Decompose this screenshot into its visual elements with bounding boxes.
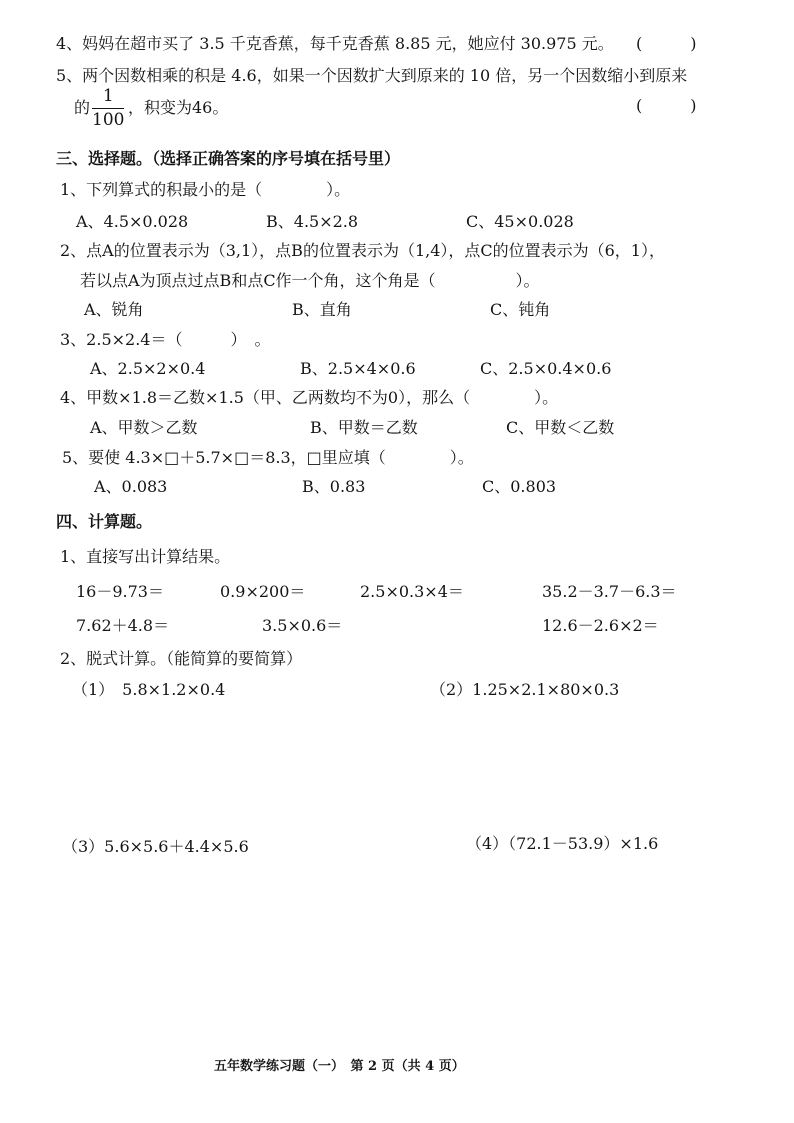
judge-q5-line1: 5、两个因数相乘的积是 4.6，如果一个因数扩大到原来的 10 倍，另一个因数缩小到原来 xyxy=(56,66,688,85)
judge-q5-pre: 的 xyxy=(74,98,91,117)
calc-r2-item2: 3.5×0.6＝ xyxy=(262,616,343,635)
choice-q2-line2: 若以点A为顶点过点B和点C作一个角，这个角是（ ）。 xyxy=(80,271,540,290)
choice-q1-option-b: B、4.5×2.8 xyxy=(266,212,359,231)
calc-r2-item3: 12.6－2.6×2＝ xyxy=(542,616,659,635)
calc-section-heading: 四、计算题。 xyxy=(56,512,153,531)
choice-section-heading: 三、选择题。（选择正确答案的序号填在括号里） xyxy=(56,149,401,168)
calc-problem-2: （2）1.25×2.1×80×0.3 xyxy=(430,680,620,699)
calc-r1-item3: 2.5×0.3×4＝ xyxy=(360,582,464,601)
calc-r1-item1: 16－9.73＝ xyxy=(76,582,164,601)
calc-problem-4: （4）（72.1－53.9）×1.6 xyxy=(466,834,659,853)
judge-q4-answer-paren: ( ) xyxy=(636,34,697,53)
choice-q2-line1: 2、点A的位置表示为（3,1），点B的位置表示为（1,4），点C的位置表示为（6，1）， xyxy=(60,241,665,260)
choice-q2-option-a: A、锐角 xyxy=(84,300,144,319)
choice-q5-option-c: C、0.803 xyxy=(482,477,557,496)
calc-problem-1: （1） 5.8×1.2×0.4 xyxy=(72,680,226,699)
choice-q1-stem: 1、下列算式的积最小的是（ ）。 xyxy=(60,180,351,199)
choice-q2-option-c: C、钝角 xyxy=(490,300,551,319)
choice-q1-option-c: C、45×0.028 xyxy=(466,212,574,231)
choice-q4-stem: 4、甲数×1.8＝乙数×1.5（甲、乙两数均不为0），那么（ ）。 xyxy=(60,388,559,407)
choice-q3-option-a: A、2.5×2×0.4 xyxy=(90,359,206,378)
calc-sub1-title: 1、直接写出计算结果。 xyxy=(60,547,231,566)
calc-problem-3: （3）5.6×5.6＋4.4×5.6 xyxy=(62,837,249,856)
choice-q2-option-b: B、直角 xyxy=(292,300,352,319)
choice-q4-option-a: A、甲数＞乙数 xyxy=(90,418,198,437)
calc-sub2-title: 2、脱式计算。（能简算的要简算） xyxy=(60,649,303,668)
choice-q4-option-c: C、甲数＜乙数 xyxy=(506,418,615,437)
calc-r2-item1: 7.62＋4.8＝ xyxy=(76,616,170,635)
choice-q5-stem: 5、要使 4.3×□＋5.7×□＝8.3，□里应填（ ）。 xyxy=(62,448,474,467)
judge-q4-text: 4、妈妈在超市买了 3.5 千克香蕉，每千克香蕉 8.85 元，她应付 30.975 元。 xyxy=(56,34,614,53)
fraction-numerator: 1 xyxy=(102,86,114,106)
choice-q4-option-b: B、甲数＝乙数 xyxy=(310,418,418,437)
choice-q3-stem: 3、2.5×2.4＝（ ） 。 xyxy=(60,330,271,349)
calc-r1-item2: 0.9×200＝ xyxy=(220,582,306,601)
page-footer: 五年数学练习题（一） 第 2 页（共 4 页） xyxy=(214,1059,465,1074)
fraction-bar xyxy=(92,108,124,109)
judge-q5-post: ，积变为46。 xyxy=(128,98,229,117)
choice-q1-option-a: A、4.5×0.028 xyxy=(76,212,189,231)
judge-q5-answer-paren: ( ) xyxy=(636,96,697,115)
judge-q5-fraction xyxy=(92,88,124,129)
choice-q5-option-a: A、0.083 xyxy=(94,477,168,496)
choice-q3-option-b: B、2.5×4×0.6 xyxy=(300,359,416,378)
choice-q3-option-c: C、2.5×0.4×0.6 xyxy=(480,359,612,378)
choice-q5-option-b: B、0.83 xyxy=(302,477,366,496)
fraction-denominator: 100 xyxy=(92,110,125,130)
calc-r1-item4: 35.2－3.7－6.3＝ xyxy=(542,582,677,601)
